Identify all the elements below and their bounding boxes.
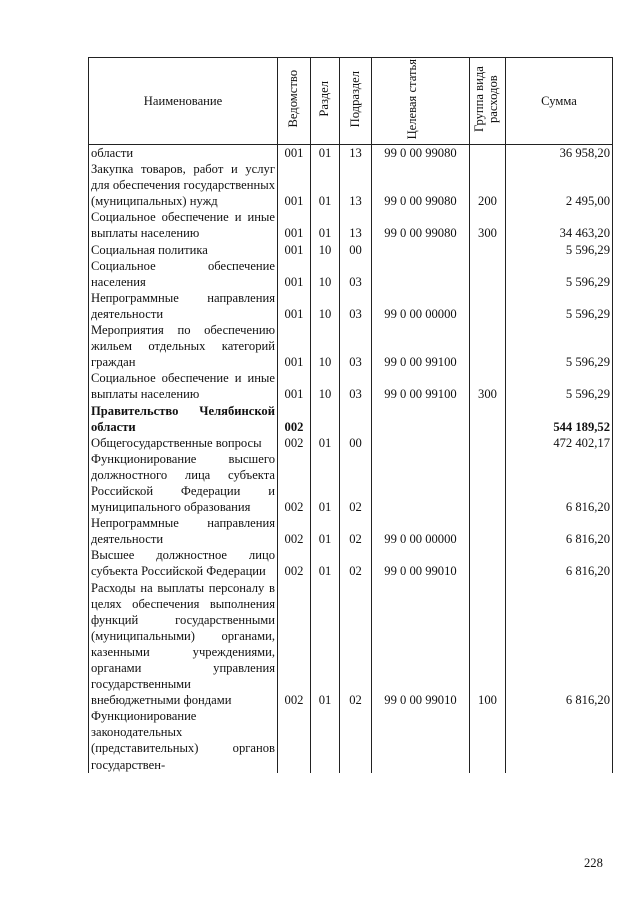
cell-razdel: 01	[311, 209, 340, 241]
cell-razdel: 01	[311, 547, 340, 579]
cell-celevaya: 99 0 00 99010	[372, 580, 470, 709]
cell-razdel: 01	[311, 580, 340, 709]
cell-summa: 5 596,29	[506, 322, 613, 370]
cell-podrazdel: 02	[340, 515, 372, 547]
cell-razdel: 10	[311, 290, 340, 322]
table-row	[89, 209, 613, 241]
cell-podrazdel: 13	[340, 161, 372, 209]
cell-gruppa	[470, 322, 506, 370]
cell-razdel: 10	[311, 258, 340, 290]
cell-name: Социальное обеспечение и иные выплаты населению	[89, 209, 278, 241]
cell-razdel: 10	[311, 242, 340, 258]
cell-podrazdel: 03	[340, 370, 372, 402]
cell-vedomstvo: 002	[278, 515, 311, 547]
cell-name: области	[89, 145, 278, 162]
cell-razdel: 10	[311, 370, 340, 402]
cell-vedomstvo: 001	[278, 290, 311, 322]
cell-celevaya	[372, 258, 470, 290]
cell-podrazdel: 03	[340, 258, 372, 290]
cell-vedomstvo: 001	[278, 258, 311, 290]
header-razdel-label: Раздел	[317, 81, 332, 117]
cell-name: Высшее должностное лицо субъекта Российской Федерации	[89, 547, 278, 579]
cell-celevaya: 99 0 00 99010	[372, 547, 470, 579]
header-celevaya	[372, 58, 470, 145]
cell-celevaya: 99 0 00 99100	[372, 370, 470, 402]
cell-summa: 6 816,20	[506, 547, 613, 579]
cell-vedomstvo: 001	[278, 209, 311, 241]
table-row	[89, 451, 613, 515]
cell-summa: 5 596,29	[506, 242, 613, 258]
table-row	[89, 161, 613, 209]
cell-name: Социальная политика	[89, 242, 278, 258]
cell-podrazdel: 00	[340, 435, 372, 451]
table-header-row	[89, 58, 613, 145]
cell-name: Общегосударственные вопросы	[89, 435, 278, 451]
cell-podrazdel	[340, 708, 372, 772]
cell-gruppa	[470, 403, 506, 435]
header-podrazdel	[340, 58, 372, 145]
cell-gruppa	[470, 515, 506, 547]
cell-vedomstvo: 001	[278, 161, 311, 209]
cell-gruppa	[470, 547, 506, 579]
cell-celevaya: 99 0 00 99080	[372, 209, 470, 241]
header-gruppa	[470, 58, 506, 145]
cell-gruppa: 100	[470, 580, 506, 709]
cell-summa: 544 189,52	[506, 403, 613, 435]
cell-vedomstvo: 001	[278, 322, 311, 370]
cell-summa: 6 816,20	[506, 580, 613, 709]
cell-razdel: 01	[311, 451, 340, 515]
header-vedomstvo-label: Ведомство	[286, 70, 301, 128]
table-row	[89, 290, 613, 322]
cell-podrazdel: 02	[340, 451, 372, 515]
cell-podrazdel: 03	[340, 322, 372, 370]
header-vedomstvo	[278, 58, 311, 145]
cell-podrazdel	[340, 403, 372, 435]
cell-name: Закупка товаров, работ и услуг для обеспечения государственных (муниципальных) нужд	[89, 161, 278, 209]
cell-vedomstvo: 001	[278, 370, 311, 402]
cell-summa: 6 816,20	[506, 451, 613, 515]
cell-celevaya	[372, 242, 470, 258]
cell-name: Мероприятия по обеспечению жильем отдельных категорий граждан	[89, 322, 278, 370]
cell-name: Правительство Челябинской области	[89, 403, 278, 435]
cell-celevaya	[372, 451, 470, 515]
cell-name: Расходы на выплаты персоналу в целях обеспечения выполнения функций государственными (муниципальными) органами, казенными учреждениями, органами управления государственными внебюджетными фондами	[89, 580, 278, 709]
cell-podrazdel: 02	[340, 580, 372, 709]
cell-podrazdel: 03	[340, 290, 372, 322]
cell-gruppa	[470, 451, 506, 515]
cell-vedomstvo: 002	[278, 580, 311, 709]
cell-name: Социальное обеспечение и иные выплаты населению	[89, 370, 278, 402]
cell-celevaya: 99 0 00 99100	[372, 322, 470, 370]
cell-gruppa	[470, 258, 506, 290]
page-number: 228	[584, 856, 603, 870]
cell-vedomstvo: 002	[278, 435, 311, 451]
cell-name: Функционирование высшего должностного лица субъекта Российской Федерации и муниципального образования	[89, 451, 278, 515]
cell-gruppa: 300	[470, 370, 506, 402]
cell-summa: 6 816,20	[506, 515, 613, 547]
cell-name: Функционирование законодательных (представительных) органов государствен-	[89, 708, 278, 772]
table-row	[89, 515, 613, 547]
cell-name: Социальное обеспечение населения	[89, 258, 278, 290]
cell-vedomstvo	[278, 708, 311, 772]
table-row	[89, 547, 613, 579]
cell-summa: 472 402,17	[506, 435, 613, 451]
cell-vedomstvo: 001	[278, 242, 311, 258]
table-row	[89, 322, 613, 370]
table-row	[89, 242, 613, 258]
table-row	[89, 370, 613, 402]
header-razdel	[311, 58, 340, 145]
cell-celevaya: 99 0 00 00000	[372, 515, 470, 547]
cell-gruppa	[470, 708, 506, 772]
cell-celevaya	[372, 708, 470, 772]
header-name-label: Наименование	[143, 93, 223, 108]
table-row	[89, 708, 613, 772]
cell-razdel: 01	[311, 161, 340, 209]
cell-razdel: 01	[311, 435, 340, 451]
cell-podrazdel: 13	[340, 145, 372, 162]
cell-celevaya	[372, 435, 470, 451]
cell-name: Непрограммные направления деятельности	[89, 515, 278, 547]
cell-vedomstvo: 002	[278, 451, 311, 515]
cell-vedomstvo: 001	[278, 145, 311, 162]
cell-celevaya: 99 0 00 00000	[372, 290, 470, 322]
cell-razdel: 01	[311, 145, 340, 162]
cell-vedomstvo: 002	[278, 403, 311, 435]
cell-summa: 5 596,29	[506, 370, 613, 402]
cell-razdel: 01	[311, 515, 340, 547]
cell-gruppa	[470, 290, 506, 322]
cell-summa: 34 463,20	[506, 209, 613, 241]
cell-razdel	[311, 403, 340, 435]
cell-podrazdel: 13	[340, 209, 372, 241]
header-summa-label: Сумма	[541, 93, 577, 108]
table-row	[89, 435, 613, 451]
cell-razdel: 10	[311, 322, 340, 370]
cell-vedomstvo: 002	[278, 547, 311, 579]
cell-gruppa	[470, 435, 506, 451]
cell-gruppa	[470, 145, 506, 162]
cell-gruppa: 200	[470, 161, 506, 209]
table-row	[89, 258, 613, 290]
header-gruppa-label: Группа вида расходов	[471, 66, 500, 132]
cell-razdel	[311, 708, 340, 772]
cell-gruppa	[470, 242, 506, 258]
cell-summa: 2 495,00	[506, 161, 613, 209]
cell-celevaya: 99 0 00 99080	[372, 161, 470, 209]
cell-summa: 5 596,29	[506, 290, 613, 322]
cell-podrazdel: 02	[340, 547, 372, 579]
table-row	[89, 403, 613, 435]
cell-summa: 36 958,20	[506, 145, 613, 162]
cell-celevaya: 99 0 00 99080	[372, 145, 470, 162]
budget-table	[88, 57, 613, 773]
cell-summa	[506, 708, 613, 772]
table-body	[89, 145, 613, 773]
table-row	[89, 145, 613, 162]
header-name	[89, 58, 278, 145]
cell-celevaya	[372, 403, 470, 435]
header-summa	[506, 58, 613, 145]
table-row	[89, 580, 613, 709]
cell-summa: 5 596,29	[506, 258, 613, 290]
header-celevaya-label: Целевая статья	[404, 58, 419, 140]
cell-name: Непрограммные направления деятельности	[89, 290, 278, 322]
header-podrazdel-label: Подраздел	[347, 70, 362, 128]
cell-gruppa: 300	[470, 209, 506, 241]
cell-podrazdel: 00	[340, 242, 372, 258]
